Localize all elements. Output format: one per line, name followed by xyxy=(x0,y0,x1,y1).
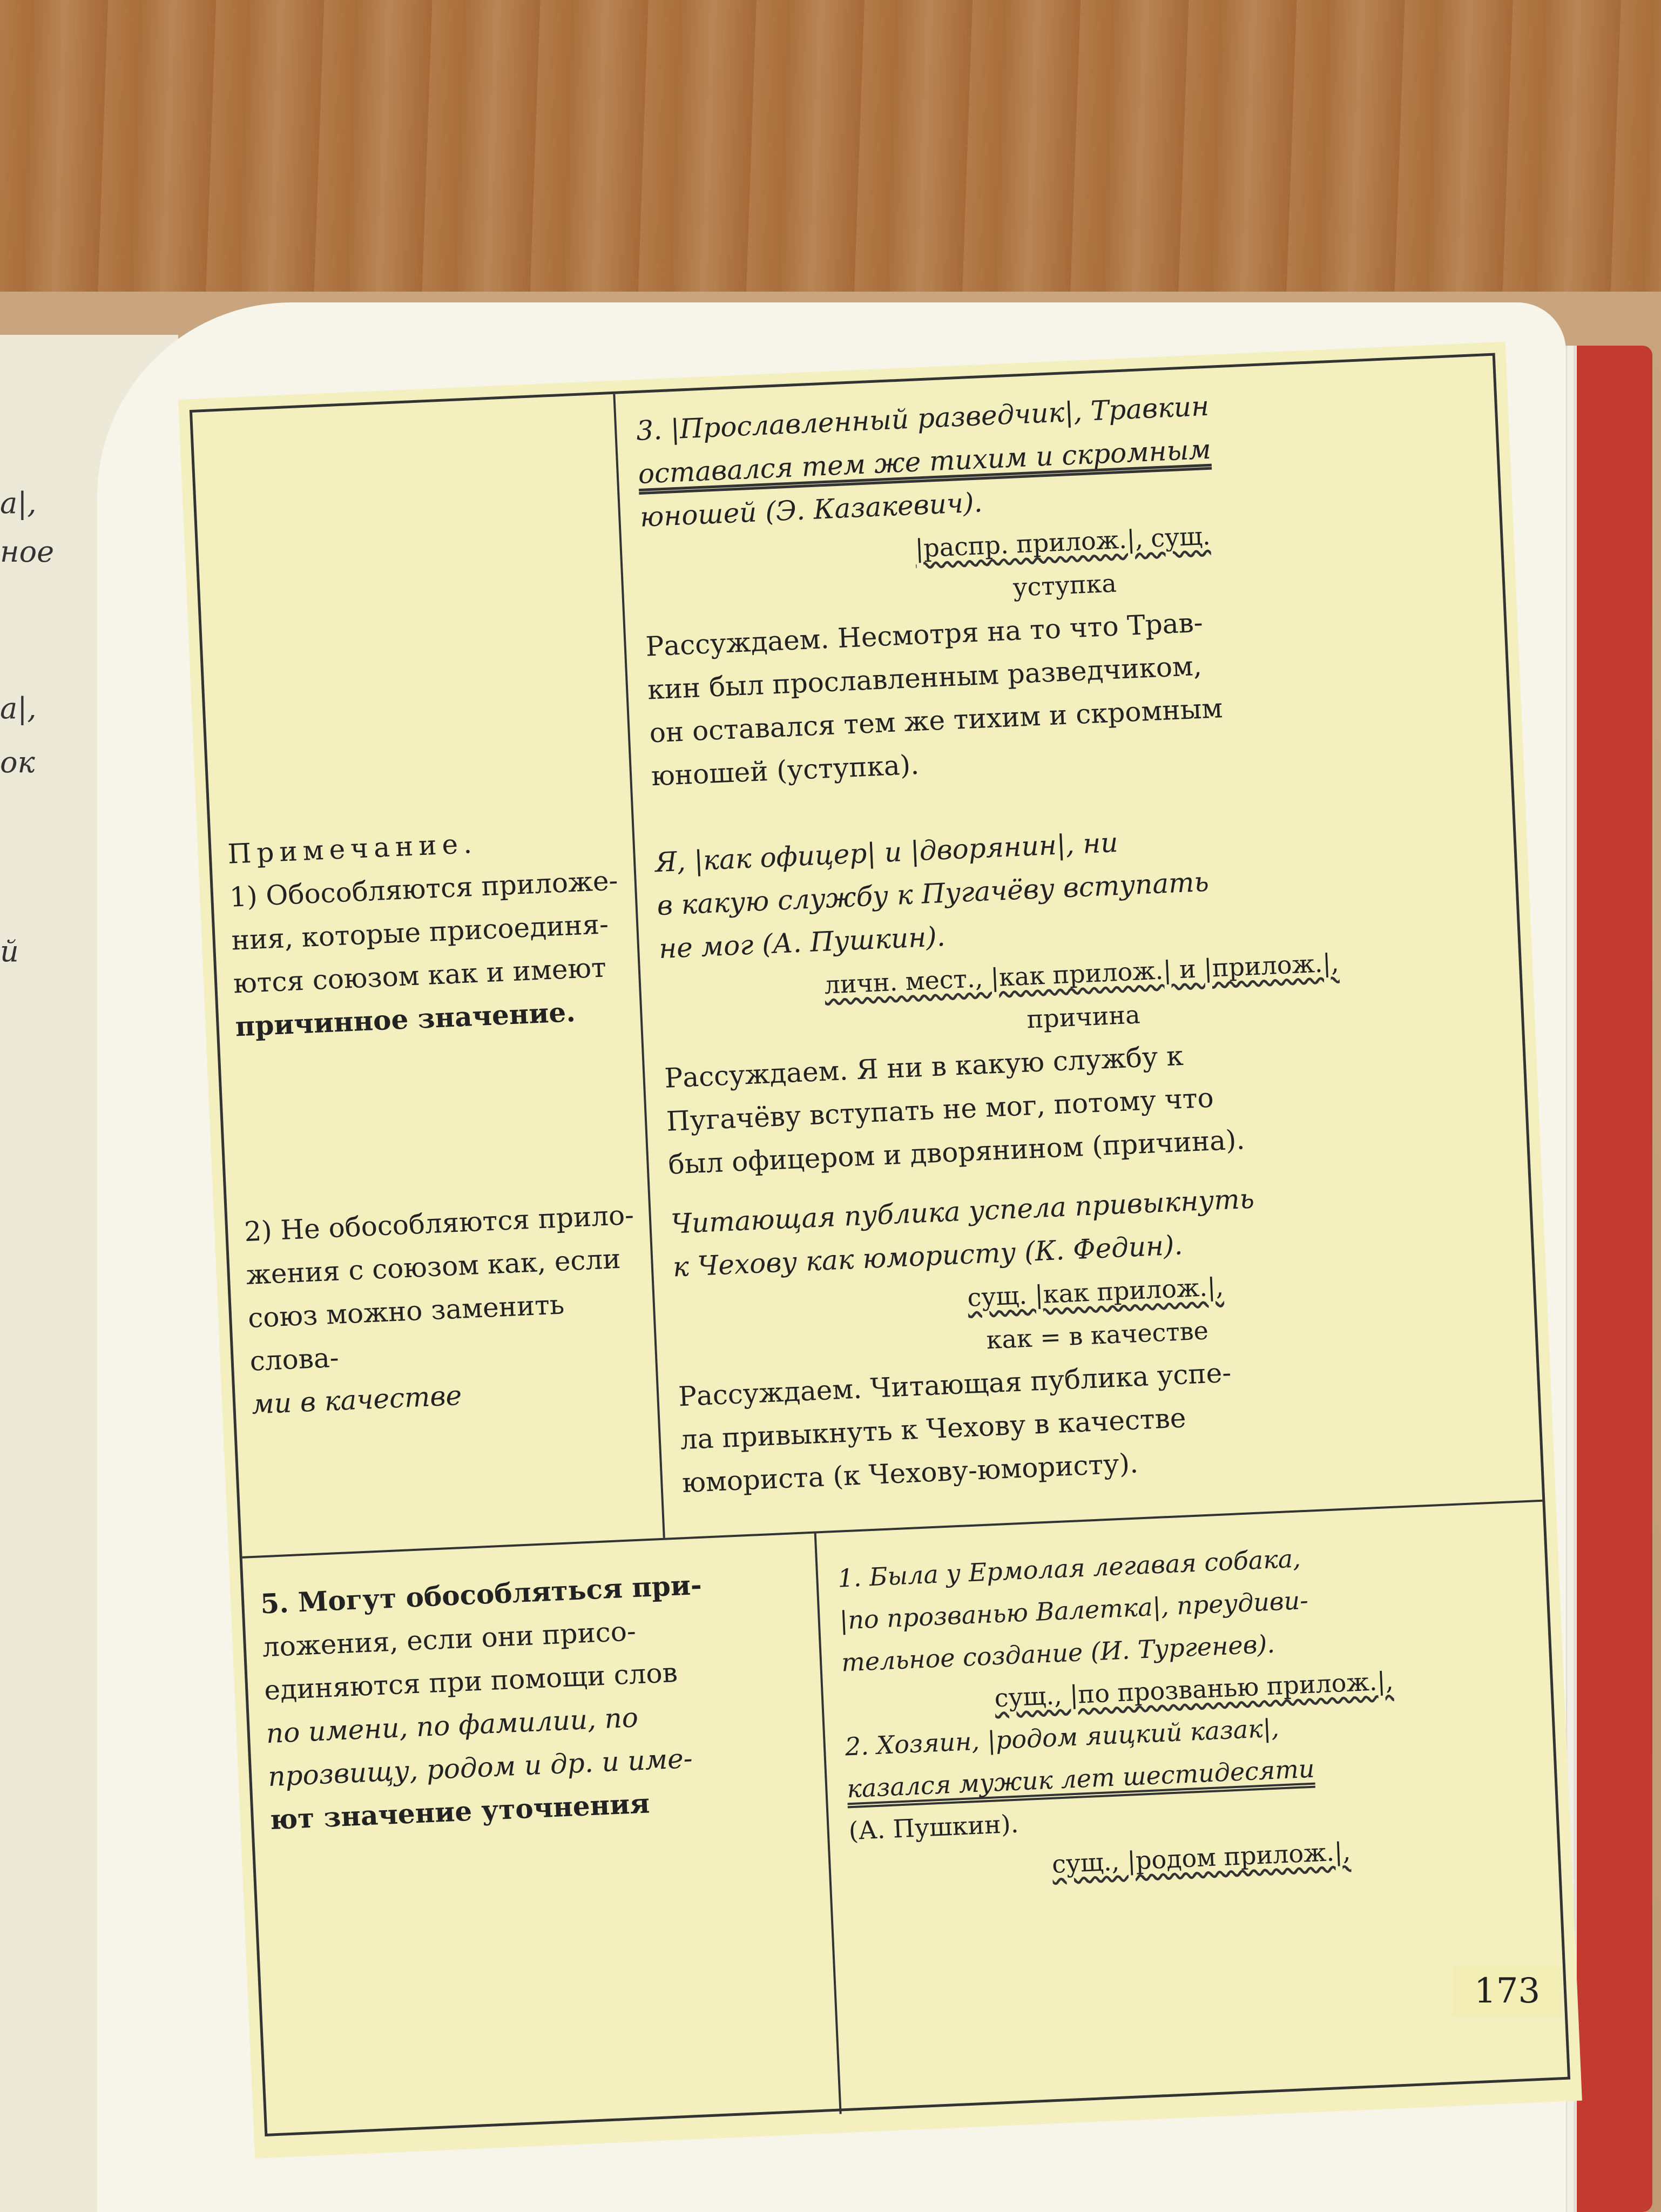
rule5-line: по имени, по фамилии, по xyxy=(265,1702,639,1750)
note1-line: ния, которые присоединя- xyxy=(231,908,609,956)
left-fragment: ное xyxy=(0,535,55,569)
rules-table xyxy=(190,353,1570,2137)
left-fragment: а|, xyxy=(0,691,37,725)
example5-1-scheme: сущ., |по прозванью прилож.|, xyxy=(994,1666,1394,1713)
note1-line: ются союзом как и имеют xyxy=(233,952,607,1000)
example5-2-line: казался мужик лет шестидесяти xyxy=(846,1754,1315,1804)
example-ya-line: Я, |как офицер| и |дворянин|, ни xyxy=(654,826,1119,879)
example-ya-cell xyxy=(654,804,1510,1186)
example3-cell xyxy=(636,373,1494,798)
example-chekhov-scheme: сущ. |как прилож.|, xyxy=(967,1272,1224,1312)
example5-cell xyxy=(837,1527,1553,1894)
example3-reason: он оставался тем же тихим и скромным xyxy=(649,692,1224,749)
example-chekhov-reason: Рассуждаем. Читающая публика успе- xyxy=(678,1357,1232,1413)
rule5-cell xyxy=(260,1559,816,1842)
note1-line: причинное значение. xyxy=(234,996,576,1043)
example5-1-line: тельное создание (И. Тургенев). xyxy=(841,1629,1275,1677)
example3-line: 3. |Прославленный разведчик|, Травкин xyxy=(636,390,1210,447)
note2-line: жения с союзом как, если xyxy=(245,1243,622,1291)
example3-reason: Рассуждаем. Несмотря на то что Трав- xyxy=(645,606,1204,663)
column-divider-bottom xyxy=(814,1531,842,2114)
note-title: Примечание. xyxy=(227,827,478,870)
note2-line: союз можно заменить слова- xyxy=(247,1289,565,1377)
example-chekhov-line: Читающая публика успела привыкнуть xyxy=(670,1183,1255,1240)
rule5-line: ложения, если они присо- xyxy=(261,1615,637,1663)
example-ya-reason: Пугачёву вступать не мог, потому что xyxy=(665,1082,1214,1137)
example-ya-line: не мог (А. Пушкин). xyxy=(658,921,946,965)
example-chekhov-note: как = в качестве xyxy=(985,1316,1209,1355)
note1-line: 1) Обособляются приложе- xyxy=(229,865,619,913)
left-fragment: а|, xyxy=(0,486,37,520)
example3-note: уступка xyxy=(1012,568,1117,602)
example3-line: юношей (Э. Казакевич). xyxy=(639,487,983,533)
example5-1-line: |по прозванью Валетка|, преудиви- xyxy=(839,1585,1309,1635)
textbook-table-area xyxy=(178,342,1582,2159)
example3-reason: юношей (уступка). xyxy=(650,748,920,792)
page-number: 173 xyxy=(1453,1966,1562,2017)
example-chekhov-cell xyxy=(670,1166,1525,1505)
example-ya-scheme: личн. мест., |как прилож.| и |прилож.|, xyxy=(823,948,1340,1000)
note2-line: ми в качестве xyxy=(251,1379,463,1420)
example5-2-line: (А. Пушкин). xyxy=(848,1809,1019,1846)
note2-rule-cell xyxy=(244,1193,652,1426)
note-rule-cell xyxy=(227,815,636,1049)
example-ya-reason: был офицером и дворянином (причина). xyxy=(667,1124,1246,1181)
example3-reason: кин был прославленным разведчиком, xyxy=(647,650,1203,706)
example-chekhov-reason: ла привыкнуть к Чехову в качестве xyxy=(679,1402,1187,1456)
example5-2-scheme: сущ., |родом прилож.|, xyxy=(1051,1836,1352,1879)
example-ya-reason: Рассуждаем. Я ни в какую службу к xyxy=(664,1040,1184,1094)
example5-1-line: 1. Была у Ермолая легавая собака, xyxy=(837,1543,1301,1593)
note2-line: 2) Не обособляются прило- xyxy=(244,1199,635,1248)
example-chekhov-reason: юмориста (к Чехову-юмористу). xyxy=(681,1447,1139,1499)
example3-scheme: |распр. прилож.|, сущ. xyxy=(914,521,1211,563)
left-fragment: ок xyxy=(0,745,35,779)
rule5-line: 5. Могут обособляться при- xyxy=(260,1568,703,1620)
rule5-line: единяются при помощи слов xyxy=(264,1656,678,1707)
example-ya-note: причина xyxy=(1026,1000,1141,1034)
example-ya-line: в какую службу к Пугачёву вступать xyxy=(656,866,1210,922)
rule5-line: ют значение уточнения xyxy=(269,1787,651,1836)
rule5-line: прозвищу, родом и др. и име- xyxy=(267,1742,693,1793)
left-fragment: й xyxy=(0,934,19,968)
example3-line: оставался тем же тихим и скромным xyxy=(637,433,1212,490)
example-chekhov-line: к Чехову как юмористу (К. Федин). xyxy=(672,1229,1184,1283)
example5-2-line: 2. Хозяин, |родом яицкий казак|, xyxy=(844,1713,1280,1762)
